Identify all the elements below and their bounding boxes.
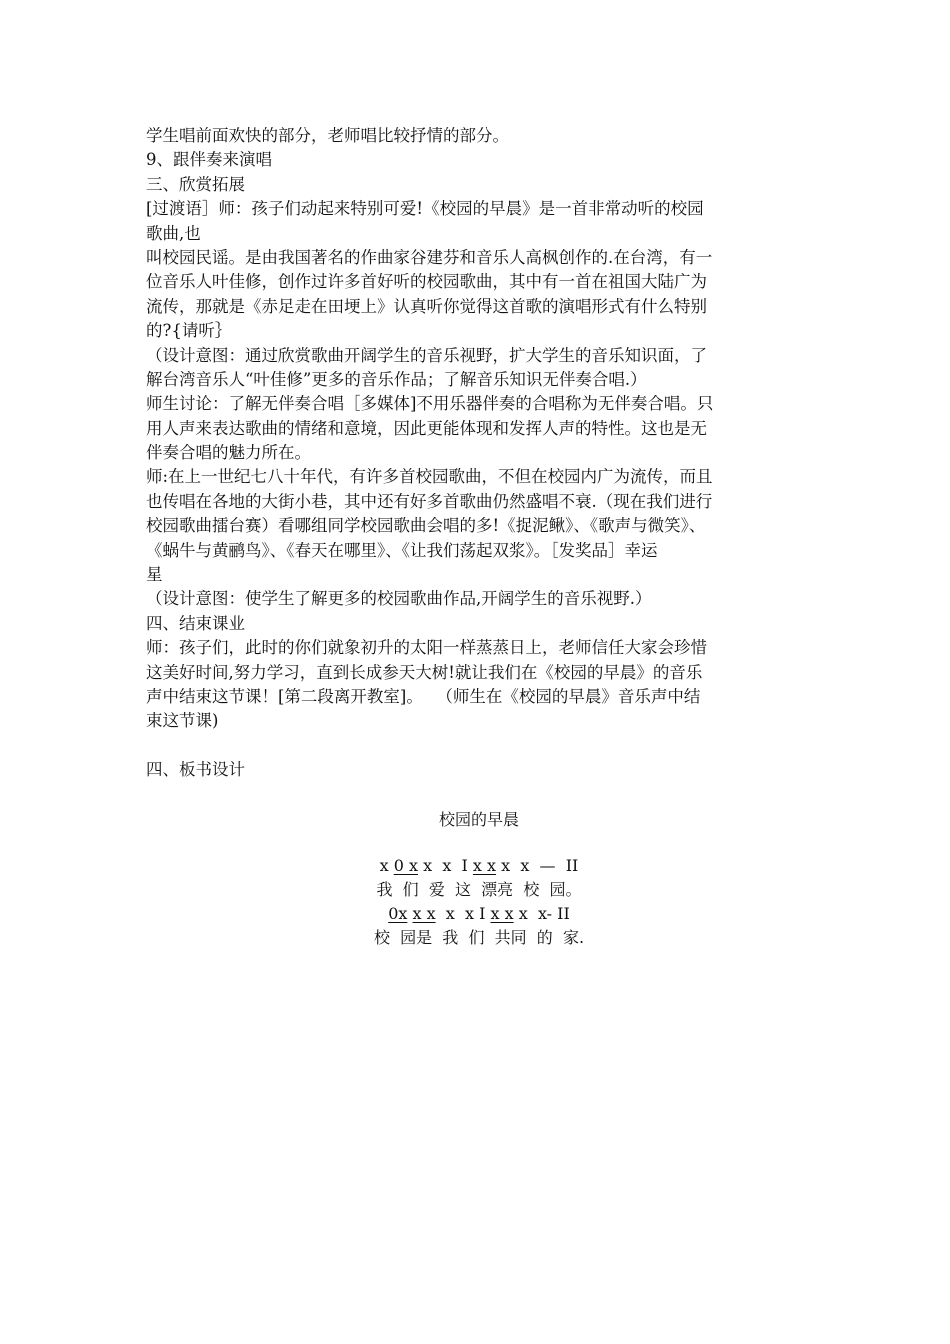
paragraph-line: 叫校园民谣。是由我国著名的作曲家谷建芬和音乐人高枫创作的.在台湾，有一 (146, 247, 713, 267)
paragraph-line: 师生讨论：了解无伴奏合唱［多媒体]不用乐器伴奏的合唱称为无伴奏合唱。只 (146, 394, 714, 414)
paragraph-line: 师：孩子们，此时的你们就象初升的太阳一样蒸蒸日上，老师信任大家会珍惜 (146, 638, 707, 658)
paragraph-line: 也传唱在各地的大街小巷，其中还有好多首歌曲仍然盛唱不衰.（现在我们进行 (146, 491, 713, 511)
section-heading: 四、板书设计 (146, 760, 245, 780)
paragraph-line: 这美好时间,努力学习，直到长成参天大树!就让我们在《校园的早晨》的音乐 (146, 662, 703, 682)
paragraph-line: 师:在上一世纪七八十年代，有许多首校园歌曲，不但在校园内广为流传，而且 (146, 467, 713, 487)
paragraph-line: （设计意图：通过欣赏歌曲开阔学生的音乐视野，扩大学生的音乐知识面，了 (146, 345, 707, 365)
paragraph-line: 星 (146, 565, 163, 585)
paragraph-line: 歌曲,也 (146, 223, 201, 243)
paragraph-line: 伴奏合唱的魅力所在。 (146, 443, 311, 463)
board-title: 校园的早晨 (438, 810, 519, 829)
paragraph-line: 《蜗牛与黄鹂鸟》、《春天在哪里》、《让我们荡起双浆》。［发奖品］幸运 (146, 540, 658, 560)
paragraph-line: 校园歌曲擂台赛）看哪组同学校园歌曲会唱的多!《捉泥鳅》、《歌声与微笑》、 (146, 516, 706, 536)
paragraph-line: 位音乐人叶佳修，创作过许多首好听的校园歌曲，其中有一首在祖国大陆广为 (146, 272, 707, 292)
note-segment-underlined: 0 x (393, 856, 419, 875)
lyrics-line-2: 校 园是 我 们 共同 的 家. (373, 928, 585, 947)
note-segment: x (379, 856, 394, 875)
blackboard-design (146, 808, 812, 950)
note-segment-underlined: x x (472, 856, 497, 875)
paragraph-line: 9、跟伴奏来演唱 (146, 150, 272, 170)
note-segment: x x- II (513, 904, 570, 923)
paragraph-line: [过渡语］师：孩子们动起来特别可爱!《校园的早晨》是一首非常动听的校园 (146, 199, 704, 219)
paragraph-line: 束这节课) (146, 711, 219, 731)
paragraph-line: 的?{请听｝ (146, 321, 232, 341)
section-heading: 四、结束课业 (146, 613, 245, 633)
paragraph-line: 学生唱前面欢快的部分，老师唱比较抒情的部分。 (146, 126, 509, 145)
notation-line-1 (146, 854, 812, 878)
section-heading: 三、欣赏拓展 (146, 174, 245, 194)
note-segment-underlined: x x (490, 904, 514, 923)
paragraph-line: 流传，那就是《赤足走在田埂上》认真听你觉得这首歌的演唱形式有什么特别 (146, 296, 707, 316)
note-segment: x x — II (496, 856, 579, 875)
blank-line (146, 734, 812, 758)
paragraph-line: （设计意图：使学生了解更多的校园歌曲作品,开阔学生的音乐视野.） (146, 589, 652, 609)
notation-line-2 (146, 902, 812, 926)
paragraph-line: 解台湾音乐人“叶佳修”更多的音乐作品；了解音乐知识无伴奏合唱.） (146, 369, 647, 389)
note-segment-underlined: x x (412, 904, 436, 923)
lesson-text (146, 124, 812, 783)
paragraph-line: 声中结束这节课！[第二段离开教室]。 （师生在《校园的早晨》音乐声中结 (146, 686, 701, 706)
note-segment: x x I (418, 856, 473, 875)
paragraph-line: 用人声来表达歌曲的情绪和意境，因此更能体现和发挥人声的特性。这也是无 (146, 418, 707, 438)
note-segment-underlined: 0x (388, 904, 408, 923)
note-segment: x x I (435, 904, 491, 923)
lyrics-line-1: 我 们 爱 这 漂亮 校 园。 (376, 880, 582, 899)
